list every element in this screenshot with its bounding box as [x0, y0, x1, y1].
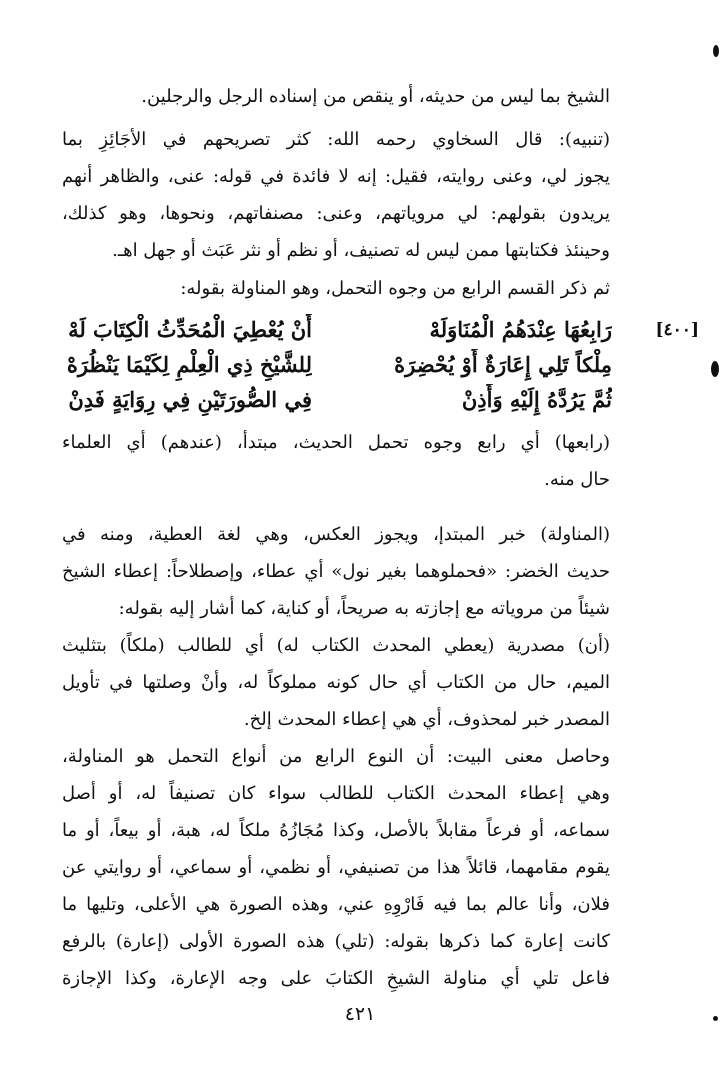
verse-hemistich: فِي الصُّورَتَيْنِ فِي رِوَايَةٍ فَدِنْ	[68, 387, 312, 412]
verse-hemistich: أَنْ يُعْطِيَ الْمُحَدِّثُ الْكِتَابَ لَهْ	[68, 317, 312, 342]
verse-hemistich: رَابِعُهَا عِنْدَهُمُ الْمُنَاوَلَهْ	[429, 317, 612, 342]
scan-mark	[713, 45, 719, 57]
text-line: ثم ذكر القسم الرابع من وجوه التحمل، وهو المناولة بقوله:	[180, 278, 610, 299]
scan-mark	[711, 361, 719, 377]
paragraph-commentary-3	[62, 627, 610, 738]
text-line: (المناولة) خبر المبتدإ، ويجوز العكس، وهي لغة العطية، ومنه في	[62, 524, 610, 545]
paragraph-tanbih	[62, 121, 610, 269]
text-line: الشيخ بما ليس من حديثه، أو ينقص من إسناده الرجل والرجلين.	[141, 86, 610, 107]
paragraph-commentary-1	[62, 424, 610, 498]
verse-hemistich: مِلْكاً تَلِي إِعَارَةٌ أَوْ يُحْضِرَهْ	[394, 352, 612, 377]
text-line: فاعل تلي أي مناولة الشيخِ الكتابَ على وجه الإعارة، وكذا الإجازة	[62, 968, 610, 989]
text-line: (أن) مصدرية (يعطي المحدث الكتاب له) أي للطالب (ملكاً) بتثليث	[62, 635, 610, 656]
text-line: (رابعها) أي رابع وجوه تحمل الحديث، مبتدأ، (عندهم) أي العلماء	[62, 432, 610, 453]
paragraph-1	[62, 78, 610, 115]
text-line: فلان، وأنا عالم بما فيه فَارْوِهِ عني، وهذه الصورة هي الأعلى، وتليها ما	[62, 894, 610, 915]
text-line: يقوم مقامهما، قائلاً هذا من تصنيفي، أو نظمي، أو سماعي، أو روايتي عن	[62, 857, 610, 878]
verse-number: [٤٠٠]	[655, 320, 699, 340]
paragraph-commentary-4	[62, 738, 610, 997]
verse-line	[60, 384, 612, 416]
text-line: وحينئذ فكتابتها ممن ليس له تصنيف، أو نظم أو نثر عَبَث أو جهل اهـ.	[112, 240, 610, 261]
paragraph-intro-verse	[62, 270, 610, 307]
text-line: كانت إعارة كما ذكرها بقوله: (تلي) هذه الصورة الأولى (إعارة) بالرفع	[62, 931, 610, 952]
text-line: حال منه.	[544, 469, 610, 490]
text-line: وحاصل معنى البيت: أن النوع الرابع من أنواع التحمل هو المناولة،	[62, 746, 610, 767]
verse-line	[60, 349, 612, 381]
text-line: وهي إعطاء المحدث الكتاب للطالب سواء كان تصنيفاً له، أو أصل	[62, 783, 610, 804]
text-line: حديث الخضر: «فحملوهما بغير نول» أي عطاء، وإصطلاحاً: إعطاء الشيخ	[62, 561, 610, 582]
text-line: المصدر خبر لمحذوف، أي هي إعطاء المحدث إلخ.	[243, 709, 610, 730]
verse-line	[60, 314, 612, 346]
text-line: يجوز لي، وعنى روايته، فقيل: إنه لا فائدة في قوله: عنى، والظاهر أنهم	[62, 166, 610, 187]
verse-hemistich: ثُمَّ يَرُدَّهُ إِلَيْهِ وَأَذِنْ	[461, 387, 612, 412]
paragraph-commentary-2	[62, 516, 610, 627]
scan-mark	[713, 1016, 718, 1021]
text-line: يريدون بقولهم: لي مروياتهم، وعنى: مصنفاتهم، ونحوها، وهو كذلك،	[62, 203, 610, 224]
text-line: سماعه، أو فرعاً مقابلاً بالأصل، وكذا مُجَازُهُ ملكاً له، هبة، أو بيعاً، أو ما	[62, 820, 610, 841]
text-line: شيئاً من مروياته مع إجازته به صريحاً، أو كناية، كما أشار إليه بقوله:	[118, 598, 610, 619]
page-number: ٤٢١	[344, 1003, 376, 1025]
text-line: الميم، حال من الكتاب أي حال كونه مملوكاً له، وأنْ وصلتها في تأويل	[62, 672, 610, 693]
text-line: (تنبيه): قال السخاوي رحمه الله: كثر تصريحهم في الأجَائِزِ بما	[62, 129, 610, 150]
verse-hemistich: لِلشَّيْخِ ذِي الْعِلْمِ لِكَيْمَا يَنْظُرَهْ	[66, 352, 312, 377]
